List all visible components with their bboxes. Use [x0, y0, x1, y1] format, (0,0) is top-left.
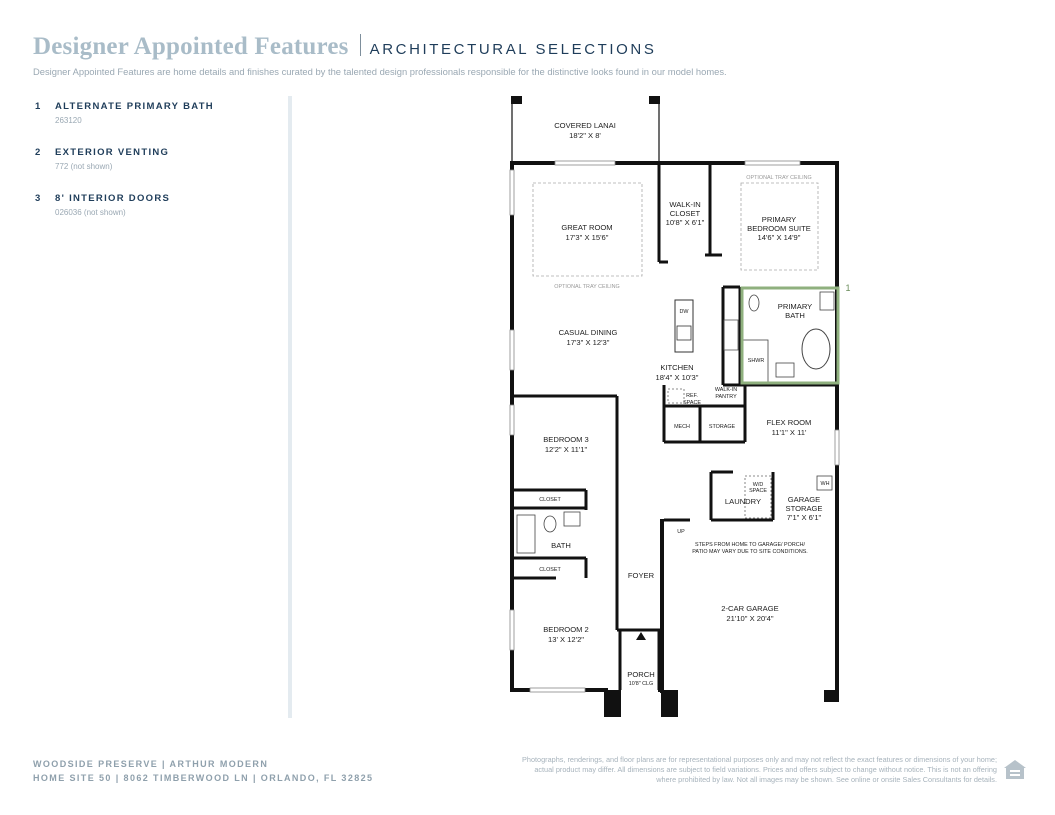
bedroom2-dims: 13' X 12'2": [548, 635, 584, 644]
bath-label: BATH: [551, 541, 571, 550]
porch-label: PORCH: [627, 670, 655, 679]
feature-code: 026036 (not shown): [55, 208, 126, 217]
primary-bedroom-label: PRIMARY: [761, 215, 797, 224]
feature-number: 2: [35, 147, 41, 158]
page-subtitle: ARCHITECTURAL SELECTIONS: [369, 41, 657, 58]
primary-bedroom-label: BEDROOM SUITE: [747, 224, 811, 233]
garage-wall: [660, 519, 664, 693]
range-icon: [724, 320, 738, 350]
vanity-icon: [820, 292, 834, 310]
closet-label: CLOSET: [539, 497, 561, 503]
tub-icon: [517, 515, 535, 553]
feature-number: 3: [35, 193, 41, 204]
ref-space-box: [668, 389, 684, 403]
walkin-closet-label: WALK-IN: [669, 200, 701, 209]
sink-icon: [677, 326, 691, 340]
mech-label: MECH: [674, 424, 690, 430]
bedroom3-label: BEDROOM 3: [543, 435, 589, 444]
feature-title: 8' INTERIOR DOORS: [55, 193, 171, 204]
lanai-post: [511, 96, 522, 104]
garage-label: 2-CAR GARAGE: [721, 604, 779, 613]
up-label: UP: [677, 529, 685, 535]
primary-bath-label: PRIMARY: [777, 302, 813, 311]
bedroom2-label: BEDROOM 2: [543, 625, 589, 634]
steps-note: PATIO MAY VARY DUE TO SITE CONDITIONS.: [692, 549, 808, 555]
bedroom3-dims: 12'2" X 11'1": [544, 445, 588, 454]
porch-column: [661, 690, 678, 717]
ref-space-label: SPACE: [683, 400, 701, 406]
feature-code: 772 (not shown): [55, 162, 113, 171]
primary-bath-label: BATH: [785, 311, 805, 320]
kitchen-dims: 18'4" X 10'3": [655, 373, 699, 382]
porch-dims: 10'8" CLG: [628, 681, 654, 687]
walkin-closet-label: CLOSET: [669, 209, 701, 218]
lanai-post: [649, 96, 660, 104]
walkin-closet-dims: 10'8" X 6'1": [665, 218, 705, 227]
wh-label: WH: [820, 481, 830, 487]
pantry-label: WALK-IN: [714, 387, 738, 393]
wd-space-label: W/D: [752, 482, 764, 488]
title-divider: [360, 34, 361, 56]
laundry-label: LAUNDRY: [724, 497, 762, 506]
floor-plan: [500, 85, 855, 725]
wd-space-label: SPACE: [749, 488, 767, 494]
great-room-dims: 17'3" X 15'6": [565, 233, 609, 242]
feature-code: 263120: [55, 116, 82, 125]
garage-pier: [824, 690, 838, 702]
lanai-label: COVERED LANAI: [554, 121, 616, 130]
disclaimer: Photographs, renderings, and floor plans are for representational purposes only and may not reflect the exact features or dimensions of your home; actual product may differ. All dimensions are subject to field variations. Prices and offers subject to change without notice. This is not an offering where prohibited by law. Not all images may be shown. See online or onsite Sales Consultants for details.: [522, 755, 997, 784]
great-room-label: GREAT ROOM: [561, 223, 613, 232]
foyer-label: FOYER: [627, 571, 655, 580]
feature-title: EXTERIOR VENTING: [55, 147, 170, 158]
tray-ceiling-label: OPTIONAL TRAY CEILING: [554, 284, 620, 290]
pantry-label: PANTRY: [715, 394, 737, 400]
storage-label: STORAGE: [708, 424, 736, 430]
vanity-icon: [776, 363, 794, 377]
tub-icon: [802, 329, 830, 369]
shower-label: SHWR: [747, 358, 765, 364]
casual-dining-label: CASUAL DINING: [558, 328, 618, 337]
closet-label: CLOSET: [539, 567, 561, 573]
equal-housing-icon: [1003, 759, 1027, 781]
page-title: Designer Appointed Features: [33, 33, 349, 60]
address-line: HOME SITE 50 | 8062 TIMBERWOOD LN | ORLANDO, FL 32825: [33, 773, 374, 783]
garage-storage-label: GARAGE: [787, 495, 821, 504]
feature-number: 1: [35, 101, 41, 112]
casual-dining-dims: 17'3" X 12'3": [566, 338, 610, 347]
page-header: [33, 33, 656, 61]
flex-room-dims: 11'1" X 11': [771, 428, 807, 437]
toilet-icon: [749, 295, 759, 311]
intro-text: Designer Appointed Features are home details and finishes curated by the talented design professionals responsible for the distinctive looks found in our model homes.: [33, 66, 727, 77]
vertical-divider: [288, 96, 292, 718]
feature-title: ALTERNATE PRIMARY BATH: [55, 101, 214, 112]
garage-dims: 21'10" X 20'4": [726, 614, 774, 623]
primary-bedroom-dims: 14'6" X 14'9": [757, 233, 801, 242]
steps-note: STEPS FROM HOME TO GARAGE/ PORCH/: [694, 542, 806, 548]
dw-label: DW: [679, 309, 689, 315]
kitchen-label: KITCHEN: [660, 363, 694, 372]
lanai-dims: 18'2" X 8': [569, 131, 601, 140]
porch-column: [604, 690, 621, 717]
toilet-icon: [544, 516, 556, 532]
community-line: WOODSIDE PRESERVE | ARTHUR MODERN: [33, 759, 269, 769]
garage-storage-dims: 7'1" X 6'1": [786, 513, 822, 522]
garage-storage-label: STORAGE: [785, 504, 823, 513]
ref-space-label: REF.: [686, 393, 698, 399]
highlight-number: 1: [845, 283, 851, 293]
tray-ceiling-label: OPTIONAL TRAY CEILING: [746, 175, 812, 181]
flex-room-label: FLEX ROOM: [766, 418, 812, 427]
entry-arrow-icon: [636, 632, 646, 640]
sink-icon: [564, 512, 580, 526]
